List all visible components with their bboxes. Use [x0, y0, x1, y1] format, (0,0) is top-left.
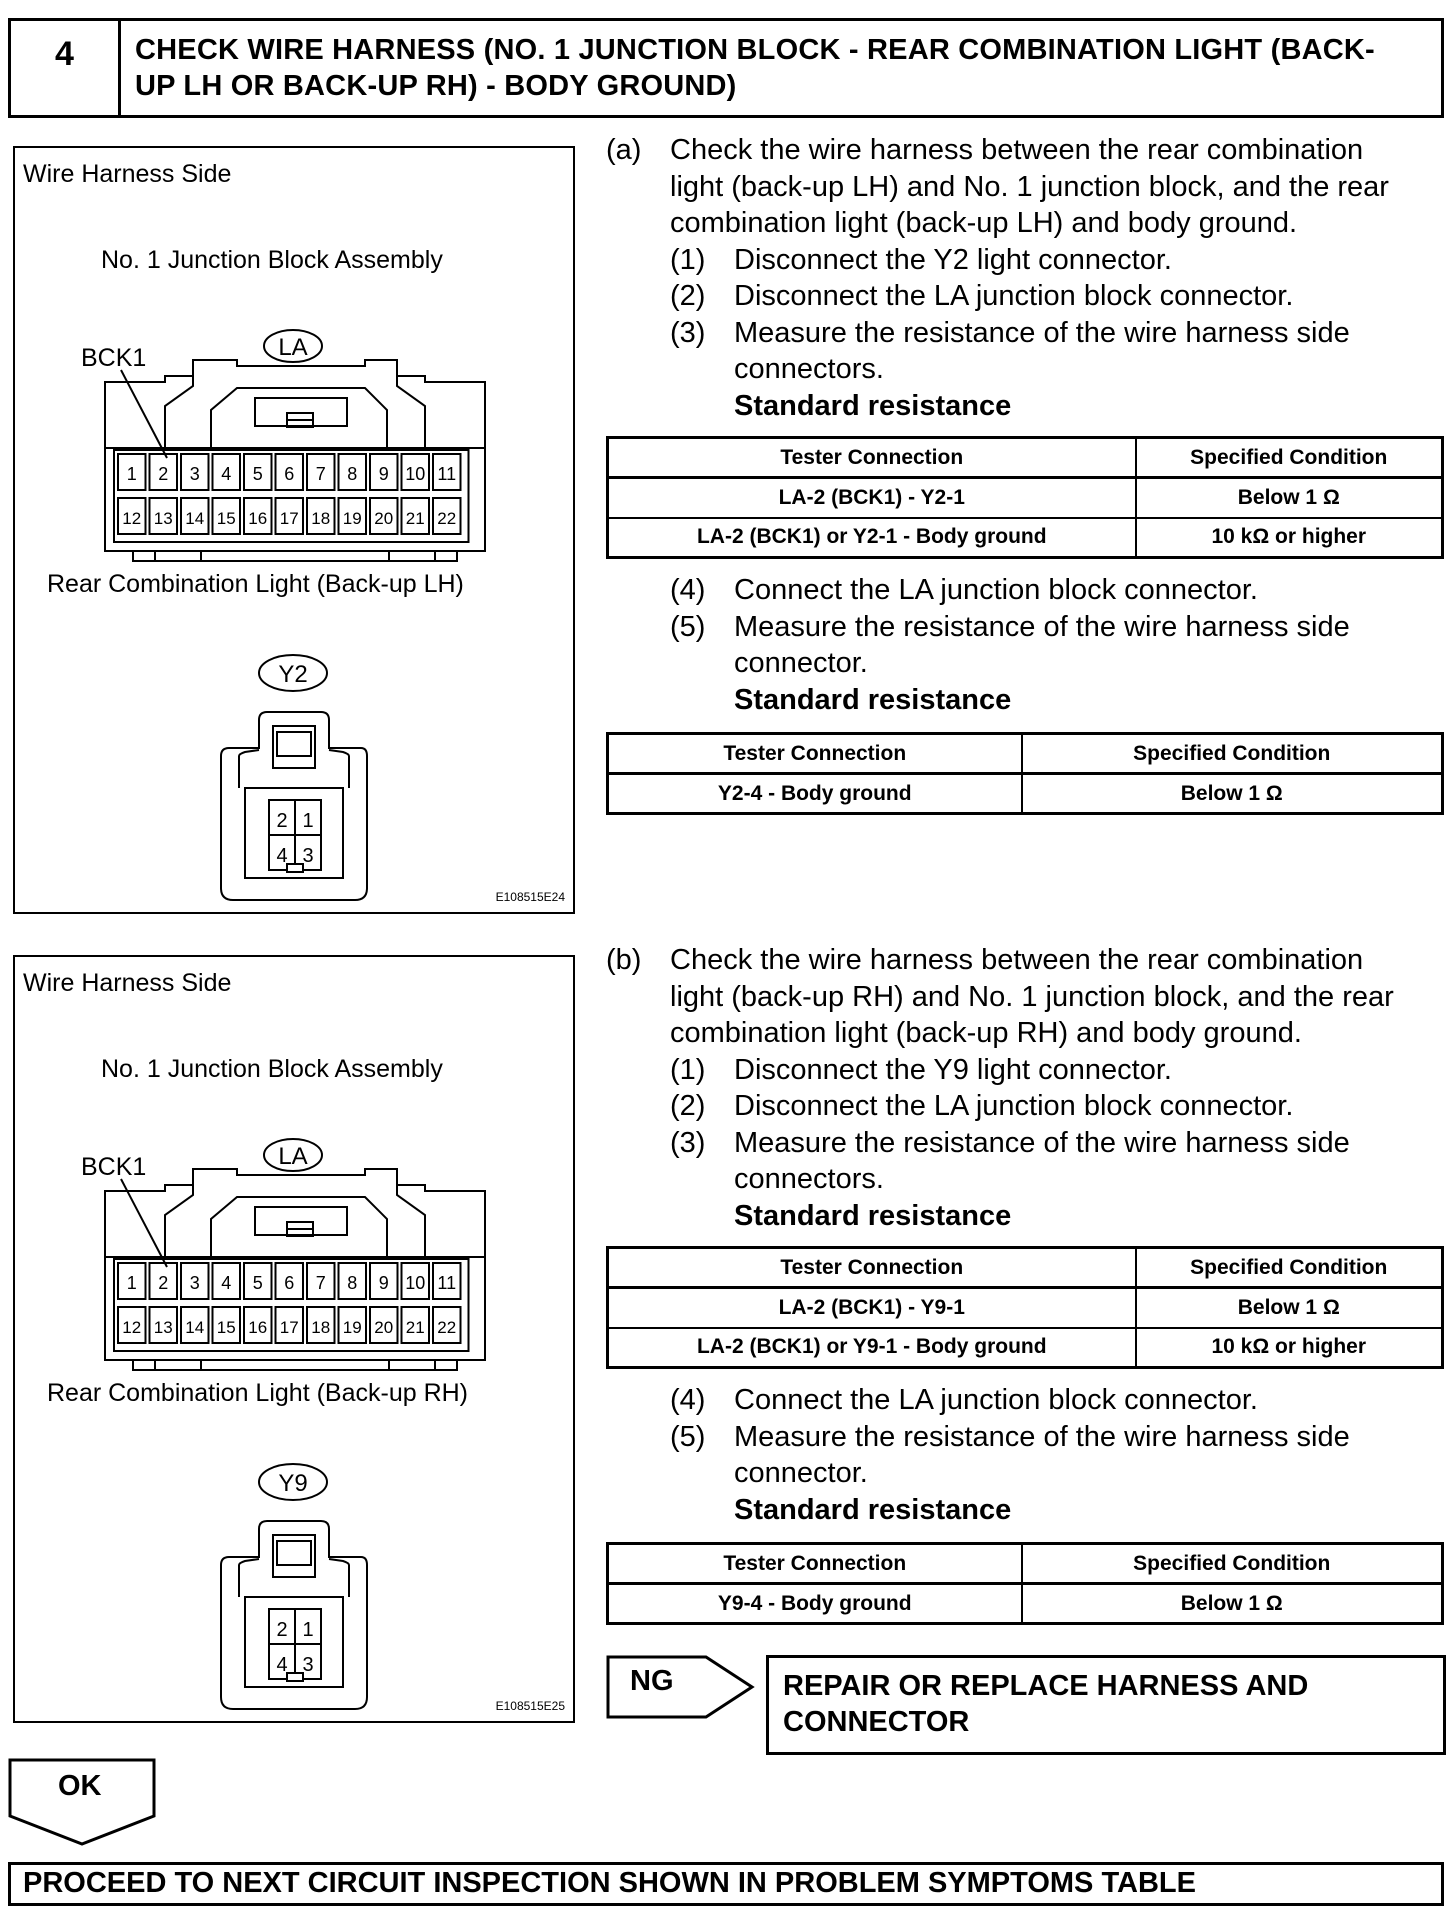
pin-number: 14 — [185, 509, 205, 528]
figure-id: E108515E24 — [495, 890, 565, 904]
pin-number: 4 — [276, 845, 288, 867]
connector-diagram — [15, 957, 577, 1725]
pin-number: 12 — [122, 1318, 142, 1337]
section-label: (a) — [606, 134, 642, 166]
pin-number: 7 — [315, 464, 326, 484]
pin-number: 4 — [276, 1654, 288, 1676]
step-label: (3) — [670, 1126, 706, 1159]
pin-number: 10 — [405, 1273, 426, 1293]
pin-number: 15 — [216, 509, 236, 528]
pin-number: 3 — [189, 1273, 200, 1293]
pin-number: 14 — [185, 1318, 205, 1337]
pin-number: 1 — [126, 1273, 137, 1293]
table-row — [608, 478, 1443, 518]
pin-number: 22 — [437, 509, 457, 528]
pin-number: 19 — [342, 509, 362, 528]
step-label: (3) — [670, 316, 706, 349]
repair-text: CONNECTOR — [783, 1706, 970, 1738]
step-label: (5) — [670, 1420, 706, 1453]
step-title-line1: CHECK WIRE HARNESS (NO. 1 JUNCTION BLOCK - REAR COMBINATION LIGHT (BACK- — [135, 34, 1375, 66]
step-title — [121, 21, 1441, 115]
table-cell: LA-2 (BCK1) or Y2-1 - Body ground — [608, 518, 1136, 558]
connector-diagram — [15, 148, 577, 916]
procedure-a-continued — [606, 572, 1446, 718]
junction-block-label: No. 1 Junction Block Assembly — [101, 246, 443, 274]
section-text: combination light (back-up LH) and body ground. — [670, 207, 1298, 239]
pin-number: 8 — [347, 1273, 358, 1293]
pin-number: 5 — [252, 1273, 263, 1293]
callout-line — [121, 1179, 167, 1267]
pin-number: 18 — [311, 1318, 331, 1337]
section-text: combination light (back-up RH) and body ground. — [670, 1017, 1302, 1049]
table-cell: Below 1 Ω — [1136, 1288, 1443, 1328]
table-header: Tester Connection — [608, 1544, 1022, 1584]
wire-harness-side-label: Wire Harness Side — [23, 160, 232, 188]
connector-label: LA — [278, 334, 308, 361]
section-text: light (back-up LH) and No. 1 junction block, and the rear — [670, 170, 1389, 203]
standard-resistance-label: Standard resistance — [734, 389, 1012, 422]
table-row — [608, 518, 1443, 558]
step-text: Disconnect the Y9 light connector. — [734, 1053, 1172, 1086]
step-text: Disconnect the LA junction block connector. — [734, 1090, 1294, 1122]
pin-number: 21 — [405, 1318, 425, 1337]
pin-number: 3 — [302, 1654, 314, 1676]
pin-key — [287, 1673, 303, 1681]
connector-label: Y9 — [278, 1470, 308, 1497]
figure-back-up-rh — [13, 955, 575, 1723]
procedure-b-continued — [606, 1382, 1446, 1528]
spec-table — [606, 732, 1444, 815]
pin-number: 12 — [122, 509, 142, 528]
table-header: Tester Connection — [608, 438, 1136, 478]
step-text: connectors. — [734, 353, 884, 385]
pin-number: 20 — [374, 509, 394, 528]
standard-resistance-label: Standard resistance — [734, 1199, 1012, 1232]
pin-number: 6 — [284, 1273, 295, 1293]
step-text: Connect the LA junction block connector. — [734, 574, 1258, 606]
connector-label: LA — [278, 1143, 308, 1170]
pin-number: 8 — [347, 464, 358, 484]
table-header: Specified Condition — [1136, 1248, 1443, 1288]
pin-number: 21 — [405, 509, 425, 528]
pin-callout: BCK1 — [81, 1153, 147, 1181]
table-header: Specified Condition — [1022, 734, 1443, 774]
step-text: Measure the resistance of the wire harness side — [734, 1420, 1350, 1453]
step-title-line2: UP LH OR BACK-UP RH) - BODY GROUND) — [135, 70, 737, 102]
standard-resistance-label: Standard resistance — [734, 1493, 1012, 1526]
pin-number: 1 — [302, 1619, 314, 1641]
pin-number: 4 — [221, 1273, 232, 1293]
repair-text: REPAIR OR REPLACE HARNESS AND — [783, 1670, 1309, 1702]
table-cell: 10 kΩ or higher — [1136, 518, 1443, 558]
pin-number: 6 — [284, 464, 295, 484]
pin-number: 11 — [437, 1273, 457, 1293]
table-header: Specified Condition — [1136, 438, 1443, 478]
figure-back-up-lh — [13, 146, 575, 914]
table-cell: Below 1 Ω — [1136, 478, 1443, 518]
pin-number: 11 — [437, 464, 457, 484]
callout-line — [121, 370, 167, 458]
pin-number: 9 — [378, 1273, 389, 1293]
latch-tab — [277, 1541, 311, 1565]
section-text: Check the wire harness between the rear combination — [670, 944, 1364, 976]
step-text: connector. — [734, 1457, 868, 1489]
repair-box — [766, 1655, 1446, 1755]
pin-callout: BCK1 — [81, 344, 147, 372]
step-label: (4) — [670, 574, 706, 606]
table-cell: Below 1 Ω — [1022, 774, 1443, 814]
connector-label: Y2 — [278, 661, 308, 688]
junction-block-label: No. 1 Junction Block Assembly — [101, 1055, 443, 1083]
section-text: Check the wire harness between the rear combination — [670, 134, 1364, 166]
step-header — [8, 18, 1444, 118]
step-label: (1) — [670, 243, 706, 276]
pin-number: 15 — [216, 1318, 236, 1337]
ok-label: OK — [58, 1770, 102, 1802]
connector-base — [133, 551, 457, 561]
pin-number: 18 — [311, 509, 331, 528]
pin-number: 3 — [302, 845, 314, 867]
section-label: (b) — [606, 944, 642, 976]
ng-label: NG — [630, 1665, 674, 1697]
proceed-box: PROCEED TO NEXT CIRCUIT INSPECTION SHOWN IN PROBLEM SYMPTOMS TABLE — [8, 1862, 1444, 1906]
step-text: Connect the LA junction block connector. — [734, 1384, 1258, 1416]
section-text: light (back-up RH) and No. 1 junction block, and the rear — [670, 980, 1394, 1013]
table-header: Tester Connection — [608, 1248, 1136, 1288]
pin-number: 2 — [276, 1619, 288, 1641]
table-header: Tester Connection — [608, 734, 1022, 774]
wire-harness-side-label: Wire Harness Side — [23, 969, 232, 997]
step-text: Disconnect the Y2 light connector. — [734, 243, 1172, 276]
pin-number: 13 — [153, 509, 173, 528]
table-cell: 10 kΩ or higher — [1136, 1328, 1443, 1368]
table-header: Specified Condition — [1022, 1544, 1443, 1584]
step-text: Measure the resistance of the wire harness side — [734, 610, 1350, 643]
step-text: Measure the resistance of the wire harness side — [734, 316, 1350, 349]
pin-number: 22 — [437, 1318, 457, 1337]
pin-number: 13 — [153, 1318, 173, 1337]
step-text: connector. — [734, 647, 868, 679]
step-label: (1) — [670, 1053, 706, 1086]
latch-tab — [277, 732, 311, 756]
table-row — [608, 774, 1443, 814]
pin-number: 10 — [405, 464, 426, 484]
procedure-a — [606, 132, 1446, 424]
pin-number: 19 — [342, 1318, 362, 1337]
table-row — [608, 1328, 1443, 1368]
standard-resistance-label: Standard resistance — [734, 683, 1012, 716]
pin-number: 1 — [126, 464, 137, 484]
pin-number: 3 — [189, 464, 200, 484]
light-label: Rear Combination Light (Back-up RH) — [47, 1379, 469, 1407]
table-cell: LA-2 (BCK1) - Y9-1 — [608, 1288, 1136, 1328]
pin-number: 5 — [252, 464, 263, 484]
table-cell: LA-2 (BCK1) or Y9-1 - Body ground — [608, 1328, 1136, 1368]
pin-number: 17 — [279, 509, 299, 528]
step-text: connectors. — [734, 1163, 884, 1195]
pin-number: 2 — [158, 464, 169, 484]
connector-base — [133, 1360, 457, 1370]
pin-number: 16 — [248, 1318, 268, 1337]
pin-number: 16 — [248, 509, 268, 528]
pin-number: 20 — [374, 1318, 394, 1337]
pin-key — [287, 864, 303, 872]
pin-number: 4 — [221, 464, 232, 484]
pin-number: 7 — [315, 1273, 326, 1293]
spec-table — [606, 1542, 1444, 1625]
step-text: Disconnect the LA junction block connector. — [734, 280, 1294, 312]
step-label: (5) — [670, 610, 706, 643]
step-label: (2) — [670, 280, 706, 312]
step-label: (2) — [670, 1090, 706, 1122]
figure-id: E108515E25 — [495, 1699, 565, 1713]
table-cell: Y2-4 - Body ground — [608, 774, 1022, 814]
step-text: Measure the resistance of the wire harness side — [734, 1126, 1350, 1159]
step-label: (4) — [670, 1384, 706, 1416]
procedure-b — [606, 942, 1446, 1234]
table-cell: Y9-4 - Body ground — [608, 1584, 1022, 1624]
table-cell: LA-2 (BCK1) - Y2-1 — [608, 478, 1136, 518]
pin-number: 9 — [378, 464, 389, 484]
pin-number: 2 — [276, 810, 288, 832]
pin-number: 2 — [158, 1273, 169, 1293]
table-row — [608, 1288, 1443, 1328]
step-number: 4 — [11, 21, 121, 115]
table-cell: Below 1 Ω — [1022, 1584, 1443, 1624]
light-label: Rear Combination Light (Back-up LH) — [47, 570, 464, 598]
pin-number: 1 — [302, 810, 314, 832]
table-row — [608, 1584, 1443, 1624]
ng-arrow-icon — [606, 1655, 756, 1719]
spec-table — [606, 1246, 1444, 1369]
spec-table — [606, 436, 1444, 559]
pin-number: 17 — [279, 1318, 299, 1337]
